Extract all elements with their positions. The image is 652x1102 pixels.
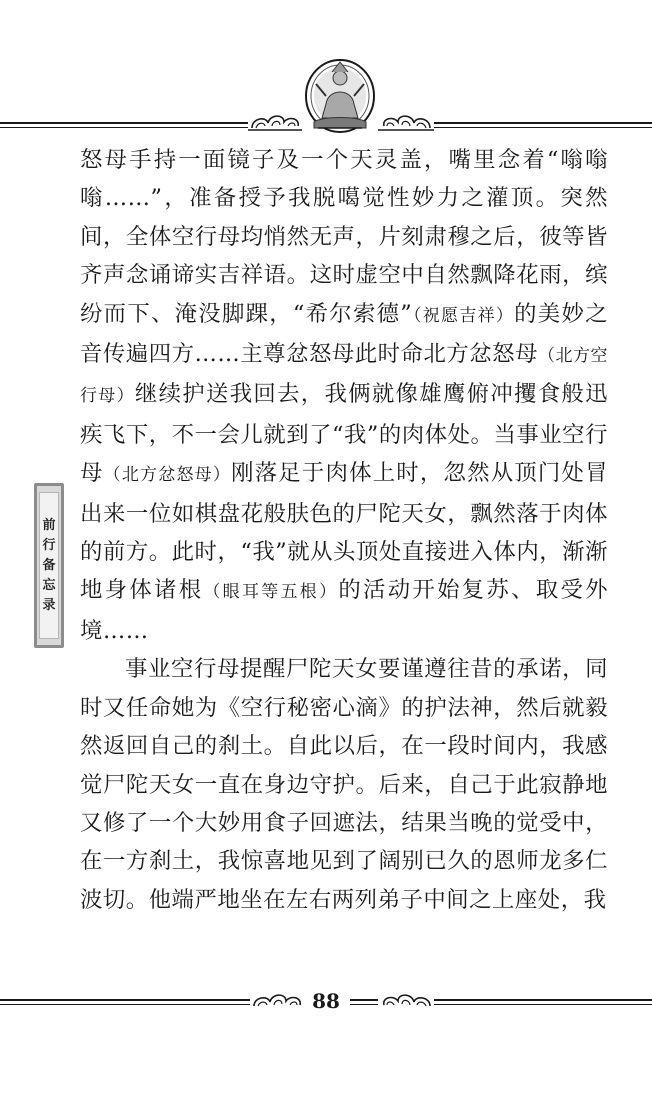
text-run: 的活动开始复苏、取受外境…… [80, 577, 609, 644]
side-tab-char: 备 [42, 557, 56, 573]
text-run: 事业空行母提醒尸陀天女要谨遵往昔的承诺，同时又任命她为《空行秘密心滴》的护法神，然后就毅然返回自己的刹土。自此以后，在一段时间内，我感觉尸陀天女一直在身边守护。后来，自己于此寂静地又修了一个大妙用食子回遮法，结果当晚的觉受中，在一方刹土，我惊喜地见到了阔别已久的恩师龙多仁波切。他端严地坐在左右两列弟子中间之上座处，我 [80, 656, 608, 913]
annotation-note: （祝愿吉祥） [412, 305, 515, 326]
body-text [80, 141, 608, 919]
page-number [0, 989, 652, 1013]
paragraph-1 [80, 141, 608, 650]
cloud-ornament-left [248, 110, 304, 134]
section-side-tab [34, 483, 64, 648]
side-tab-char: 前 [42, 517, 56, 533]
paragraph-2 [80, 650, 608, 919]
text-run: 怒母手持一面镜子及一个天灵盖，嘴里念着“嗡嗡嗡……”，准备授予我脱噶觉性妙力之灌顶。突然间，全体空行母均悄然无声，片刻肃穆之后，彼等皆齐声念诵谛实吉祥语。这时虚空中自然飘降花雨，缤纷而下、淹没脚踝，“希尔索德” [80, 147, 608, 327]
annotation-note: （北方忿怒母） [103, 465, 232, 486]
page-number-text: 88 [302, 989, 350, 1013]
text-run: 的美妙之音传遍四方……主尊忿怒母此时命北方忿怒母 [80, 300, 609, 368]
text-run: 继续护送我回去，我俩就像雄鹰俯冲攫食般迅疾飞下，不一会儿就到了“我”的肉体处。当事业空行母 [80, 381, 609, 487]
side-tab-char: 行 [42, 537, 56, 553]
side-tab-char: 录 [42, 597, 56, 613]
text-run: 刚落足于肉体上时，忽然从顶门处冒出来一位如棋盘花般肤色的尸陀天女，飘然落于肉体的前方。此时，“我”就从头顶处直接进入体内，渐渐地身体诸根 [80, 460, 609, 604]
annotation-note: （北方空行母） [80, 346, 609, 407]
side-tab-char: 忘 [42, 577, 56, 593]
annotation-note: （眼耳等五根） [203, 582, 339, 603]
cloud-ornament-right [378, 110, 434, 134]
deity-emblem-icon [302, 56, 378, 136]
